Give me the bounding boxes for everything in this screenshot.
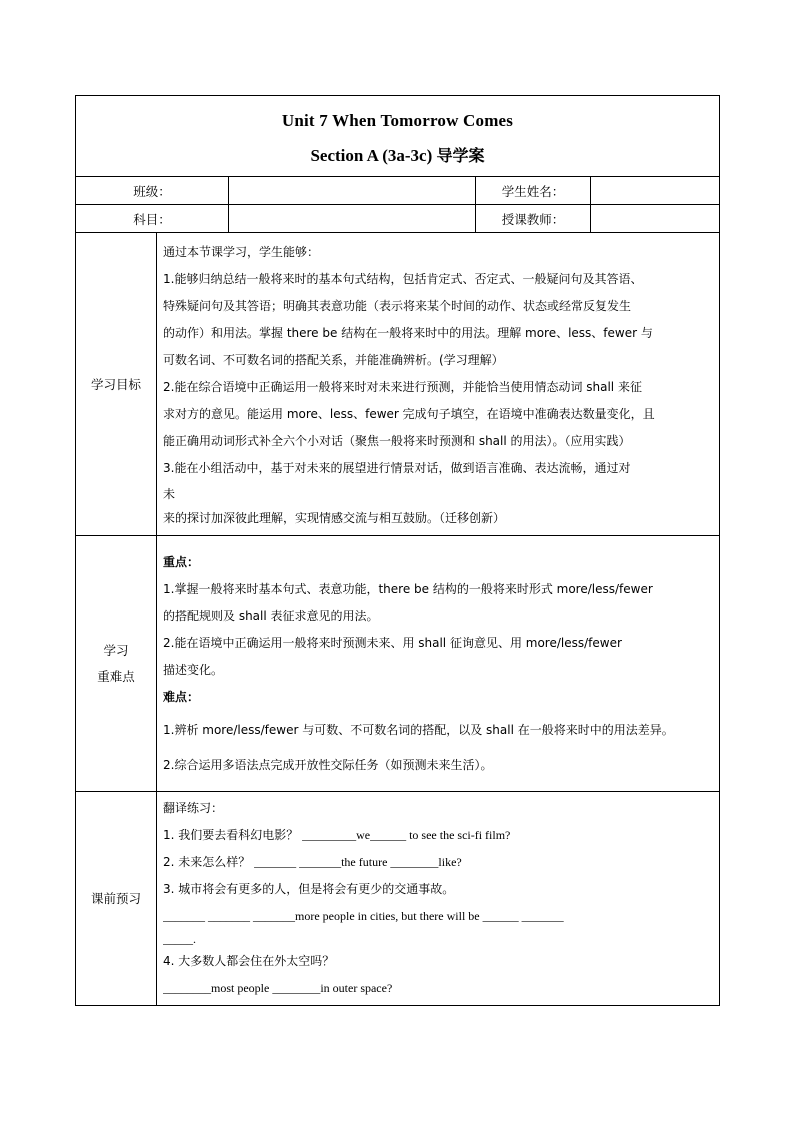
question-1-cn: 1. 我们要去看科幻电影？	[163, 828, 299, 842]
question-2-blank[interactable]: _______ _______the future ________like?	[254, 855, 462, 869]
class-field[interactable]	[229, 177, 476, 205]
objective-line: 可数名词、不可数名词的搭配关系，并能准确辨析。(学习理解）	[163, 352, 504, 367]
keypoints-content	[157, 536, 720, 792]
key-points-title: 重点：	[163, 554, 200, 569]
objectives-content	[157, 233, 720, 536]
subject-label: 科目：	[76, 205, 229, 233]
question-4-cn: 4. 大多数人都会住在外太空吗？	[163, 954, 335, 968]
teacher-field[interactable]	[591, 205, 720, 233]
question-1-blank[interactable]: _________we______ to see the sci-fi film?	[302, 828, 511, 842]
key-point-line: 的搭配规则及 shall 表征求意见的用法。	[163, 608, 379, 623]
question-3-cn: 3. 城市将会有更多的人，但是将会有更少的交通事故。	[163, 882, 455, 896]
student-name-field[interactable]	[591, 177, 720, 205]
section-title-en: Section A (3a-3c)	[310, 145, 433, 165]
study-guide-table	[75, 95, 720, 1006]
preview-label: 课前预习	[76, 792, 157, 1006]
student-name-label: 学生姓名：	[476, 177, 591, 205]
preview-row	[76, 792, 720, 1006]
section-title	[76, 143, 719, 166]
objective-line: 能正确用动词形式补全六个小对话（聚焦一般将来时预测和 shall 的用法）。（应用实践）	[163, 433, 631, 448]
unit-title: Unit 7 When Tomorrow Comes	[281, 110, 514, 130]
info-row-class	[76, 177, 720, 205]
preview-title: 翻译练习：	[163, 801, 224, 815]
objective-line: 求对方的意见。能运用 more、less、fewer 完成句子填空，在语境中准确表达数量变化，且	[163, 406, 655, 421]
key-point-line: 1.掌握一般将来时基本句式、表意功能，there be 结构的一般将来时形式 more/less/fewer	[163, 581, 653, 596]
objectives-row	[76, 233, 720, 536]
section-title-cn: 导学案	[436, 145, 485, 165]
objective-line: 1.能够归纳总结一般将来时的基本句式结构，包括肯定式、否定式、一般疑问句及其答语、	[163, 271, 643, 286]
objective-line: 特殊疑问句及其答语；明确其表意功能（表示将来某个时间的动作、状态或经常反复发生	[163, 298, 632, 313]
question-2	[163, 849, 713, 876]
objective-line: 来的探讨加深彼此理解，实现情感交流与相互鼓励。（迁移创新）	[163, 510, 506, 525]
keypoints-label	[76, 536, 157, 792]
study-guide-sheet	[75, 95, 719, 1006]
objective-line: 通过本节课学习，学生能够：	[163, 244, 320, 259]
objective-line: 的动作）和用法。掌握 there be 结构在一般将来时中的用法。理解 more、less、fewer 与	[163, 325, 653, 340]
preview-content	[157, 792, 720, 1006]
objectives-label: 学习目标	[76, 233, 157, 536]
question-3-blank-cont[interactable]: _____.	[163, 932, 196, 946]
difficulty-title: 难点：	[163, 689, 200, 704]
key-point-line: 2.能在语境中正确运用一般将来时预测未来、用 shall 征询意见、用 more/less/fewer	[163, 635, 622, 650]
teacher-label: 授课教师：	[476, 205, 591, 233]
keypoints-label-line1: 学习	[103, 642, 129, 658]
question-4-blank[interactable]: ________most people ________in outer space?	[163, 981, 393, 995]
question-1	[163, 822, 713, 849]
objective-line: 3.能在小组活动中，基于对未来的展望进行情景对话，做到语言准确、表达流畅，通过对	[163, 460, 631, 475]
objective-line: 未	[163, 486, 176, 501]
question-2-cn: 2. 未来怎么样？	[163, 855, 251, 869]
class-label: 班级：	[76, 177, 229, 205]
info-row-subject	[76, 205, 720, 233]
objective-line: 2.能在综合语境中正确运用一般将来时对未来进行预测，并能恰当使用情态动词 shall 来征	[163, 379, 642, 394]
title-cell	[76, 96, 720, 177]
difficulty-line: 2.综合运用多语法点完成开放性交际任务（如预测未来生活）。	[163, 757, 493, 772]
key-point-line: 描述变化。	[163, 662, 224, 677]
title-row	[76, 96, 720, 177]
subject-field[interactable]	[229, 205, 476, 233]
difficulty-line: 1.辨析 more/less/fewer 与可数、不可数名词的搭配，以及 shall 在一般将来时中的用法差异。	[163, 722, 674, 737]
question-3-blank[interactable]: _______ _______ _______more people in cities, but there will be ______ _______	[163, 909, 564, 923]
keypoints-row	[76, 536, 720, 792]
keypoints-label-line2: 重难点	[97, 668, 135, 684]
